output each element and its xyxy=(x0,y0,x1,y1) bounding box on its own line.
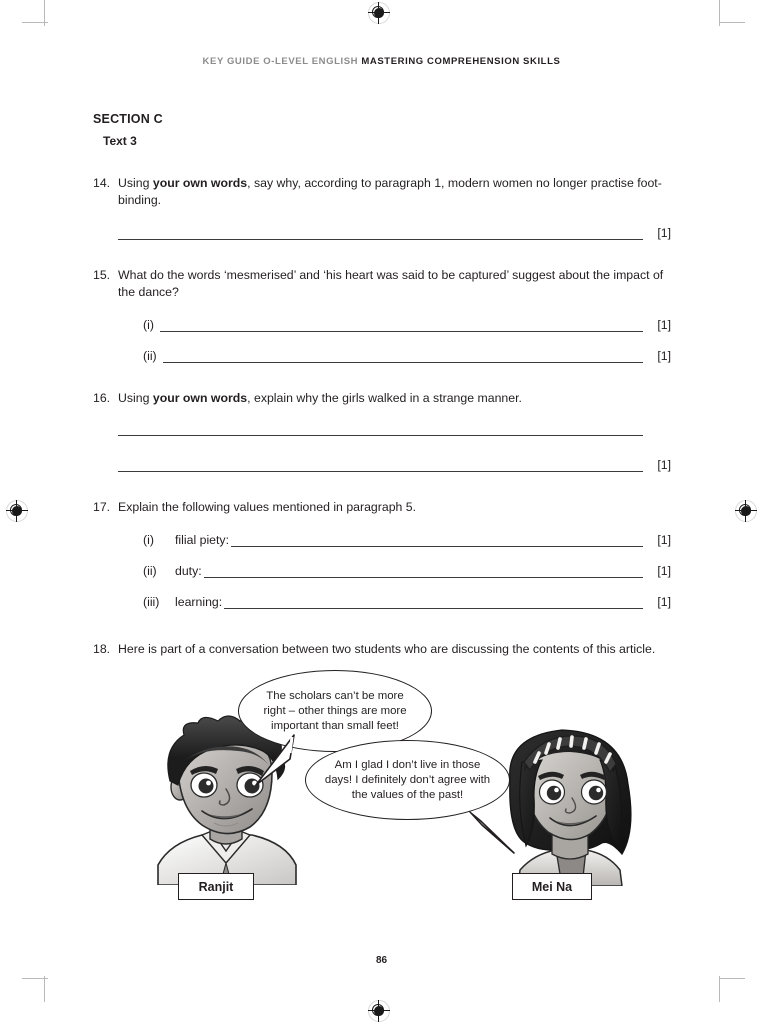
q16-pre: Using xyxy=(118,391,153,405)
answer-rule[interactable] xyxy=(231,535,643,547)
content-column xyxy=(93,112,671,658)
name-label-meina xyxy=(512,873,592,900)
name-label-ranjit-text: Ranjit xyxy=(198,879,234,894)
answer-line-16-2[interactable] xyxy=(93,458,671,472)
q14-pre: Using xyxy=(118,176,153,190)
running-header-title: MASTERING COMPREHENSION SKILLS xyxy=(361,56,561,67)
question-18-number: 18. xyxy=(93,642,111,656)
mark-allocation: [1] xyxy=(657,318,671,332)
running-header xyxy=(0,56,763,67)
running-header-series: KEY GUIDE O-LEVEL ENGLISH xyxy=(202,56,359,67)
mark-allocation: [1] xyxy=(657,349,671,363)
q16-post: , explain why the girls walked in a strange manner. xyxy=(247,391,522,405)
speech-bubble-ranjit-text: The scholars can’t be more right – other things are more important than small feet! xyxy=(263,689,407,732)
question-15-number: 15. xyxy=(93,268,111,282)
registration-mark-top xyxy=(368,2,390,24)
answer-line-17-i[interactable] xyxy=(93,533,671,547)
q14-post: , say why, according to paragraph 1, modern women no longer practise foot-binding. xyxy=(118,176,662,207)
answer-label-filial-piety: filial piety: xyxy=(175,533,229,547)
page-number: 86 xyxy=(375,955,388,966)
answer-roman-ii: (ii) xyxy=(143,349,157,363)
answer-roman-iii: (iii) xyxy=(143,595,160,609)
name-label-meina-text: Mei Na xyxy=(531,879,573,894)
answer-roman-i: (i) xyxy=(143,533,154,547)
question-15 xyxy=(93,267,671,363)
mark-allocation: [1] xyxy=(657,595,671,609)
answer-label-learning: learning: xyxy=(175,595,223,609)
question-17-text: Explain the following values mentioned in paragraph 5. xyxy=(118,500,417,514)
answer-line-16-1[interactable] xyxy=(93,424,671,436)
answer-rule[interactable] xyxy=(118,460,643,472)
registration-mark-left xyxy=(6,500,28,522)
name-label-ranjit xyxy=(178,873,254,900)
answer-rule[interactable] xyxy=(118,424,643,436)
section-title: SECTION C xyxy=(93,112,163,126)
question-16-text xyxy=(118,390,671,407)
answer-line-17-ii[interactable] xyxy=(93,564,671,578)
question-16 xyxy=(93,390,671,472)
answer-roman-i: (i) xyxy=(143,318,154,332)
question-14 xyxy=(93,175,671,240)
speech-bubble-meina xyxy=(305,740,510,820)
answer-label-duty: duty: xyxy=(175,564,202,578)
mark-allocation: [1] xyxy=(657,533,671,547)
answer-rule[interactable] xyxy=(118,228,643,240)
mark-allocation: [1] xyxy=(657,458,671,472)
speech-bubble-meina-text: Am I glad I don’t live in those days! I definitely don’t agree with the values of the past! xyxy=(324,758,491,801)
question-16-number: 16. xyxy=(93,391,111,405)
q14-emphasis: your own words xyxy=(152,176,248,190)
registration-mark-bottom xyxy=(368,1000,390,1022)
question-15-text: What do the words ‘mesmerised’ and ‘his heart was said to be captured’ suggest about the impact of the dance? xyxy=(118,268,664,299)
q16-emphasis: your own words xyxy=(152,391,248,405)
mark-allocation: [1] xyxy=(657,564,671,578)
answer-line-14-1[interactable] xyxy=(93,226,671,240)
text-label: Text 3 xyxy=(103,134,137,148)
question-17 xyxy=(93,499,671,609)
answer-roman-ii: (ii) xyxy=(143,564,157,578)
answer-rule[interactable] xyxy=(160,320,643,332)
speech-tail-left xyxy=(236,733,306,793)
question-17-number: 17. xyxy=(93,500,111,514)
mark-allocation: [1] xyxy=(657,226,671,240)
registration-mark-right xyxy=(735,500,757,522)
question-14-text xyxy=(118,175,671,209)
question-18-text: Here is part of a conversation between two students who are discussing the contents of this article. xyxy=(118,642,656,656)
answer-line-17-iii[interactable] xyxy=(93,595,671,609)
conversation-illustration xyxy=(0,655,763,915)
answer-rule[interactable] xyxy=(224,597,643,609)
answer-line-15-i[interactable] xyxy=(93,318,671,332)
answer-rule[interactable] xyxy=(163,351,643,363)
answer-line-15-ii[interactable] xyxy=(93,349,671,363)
question-14-number: 14. xyxy=(93,176,111,190)
answer-rule[interactable] xyxy=(204,566,643,578)
